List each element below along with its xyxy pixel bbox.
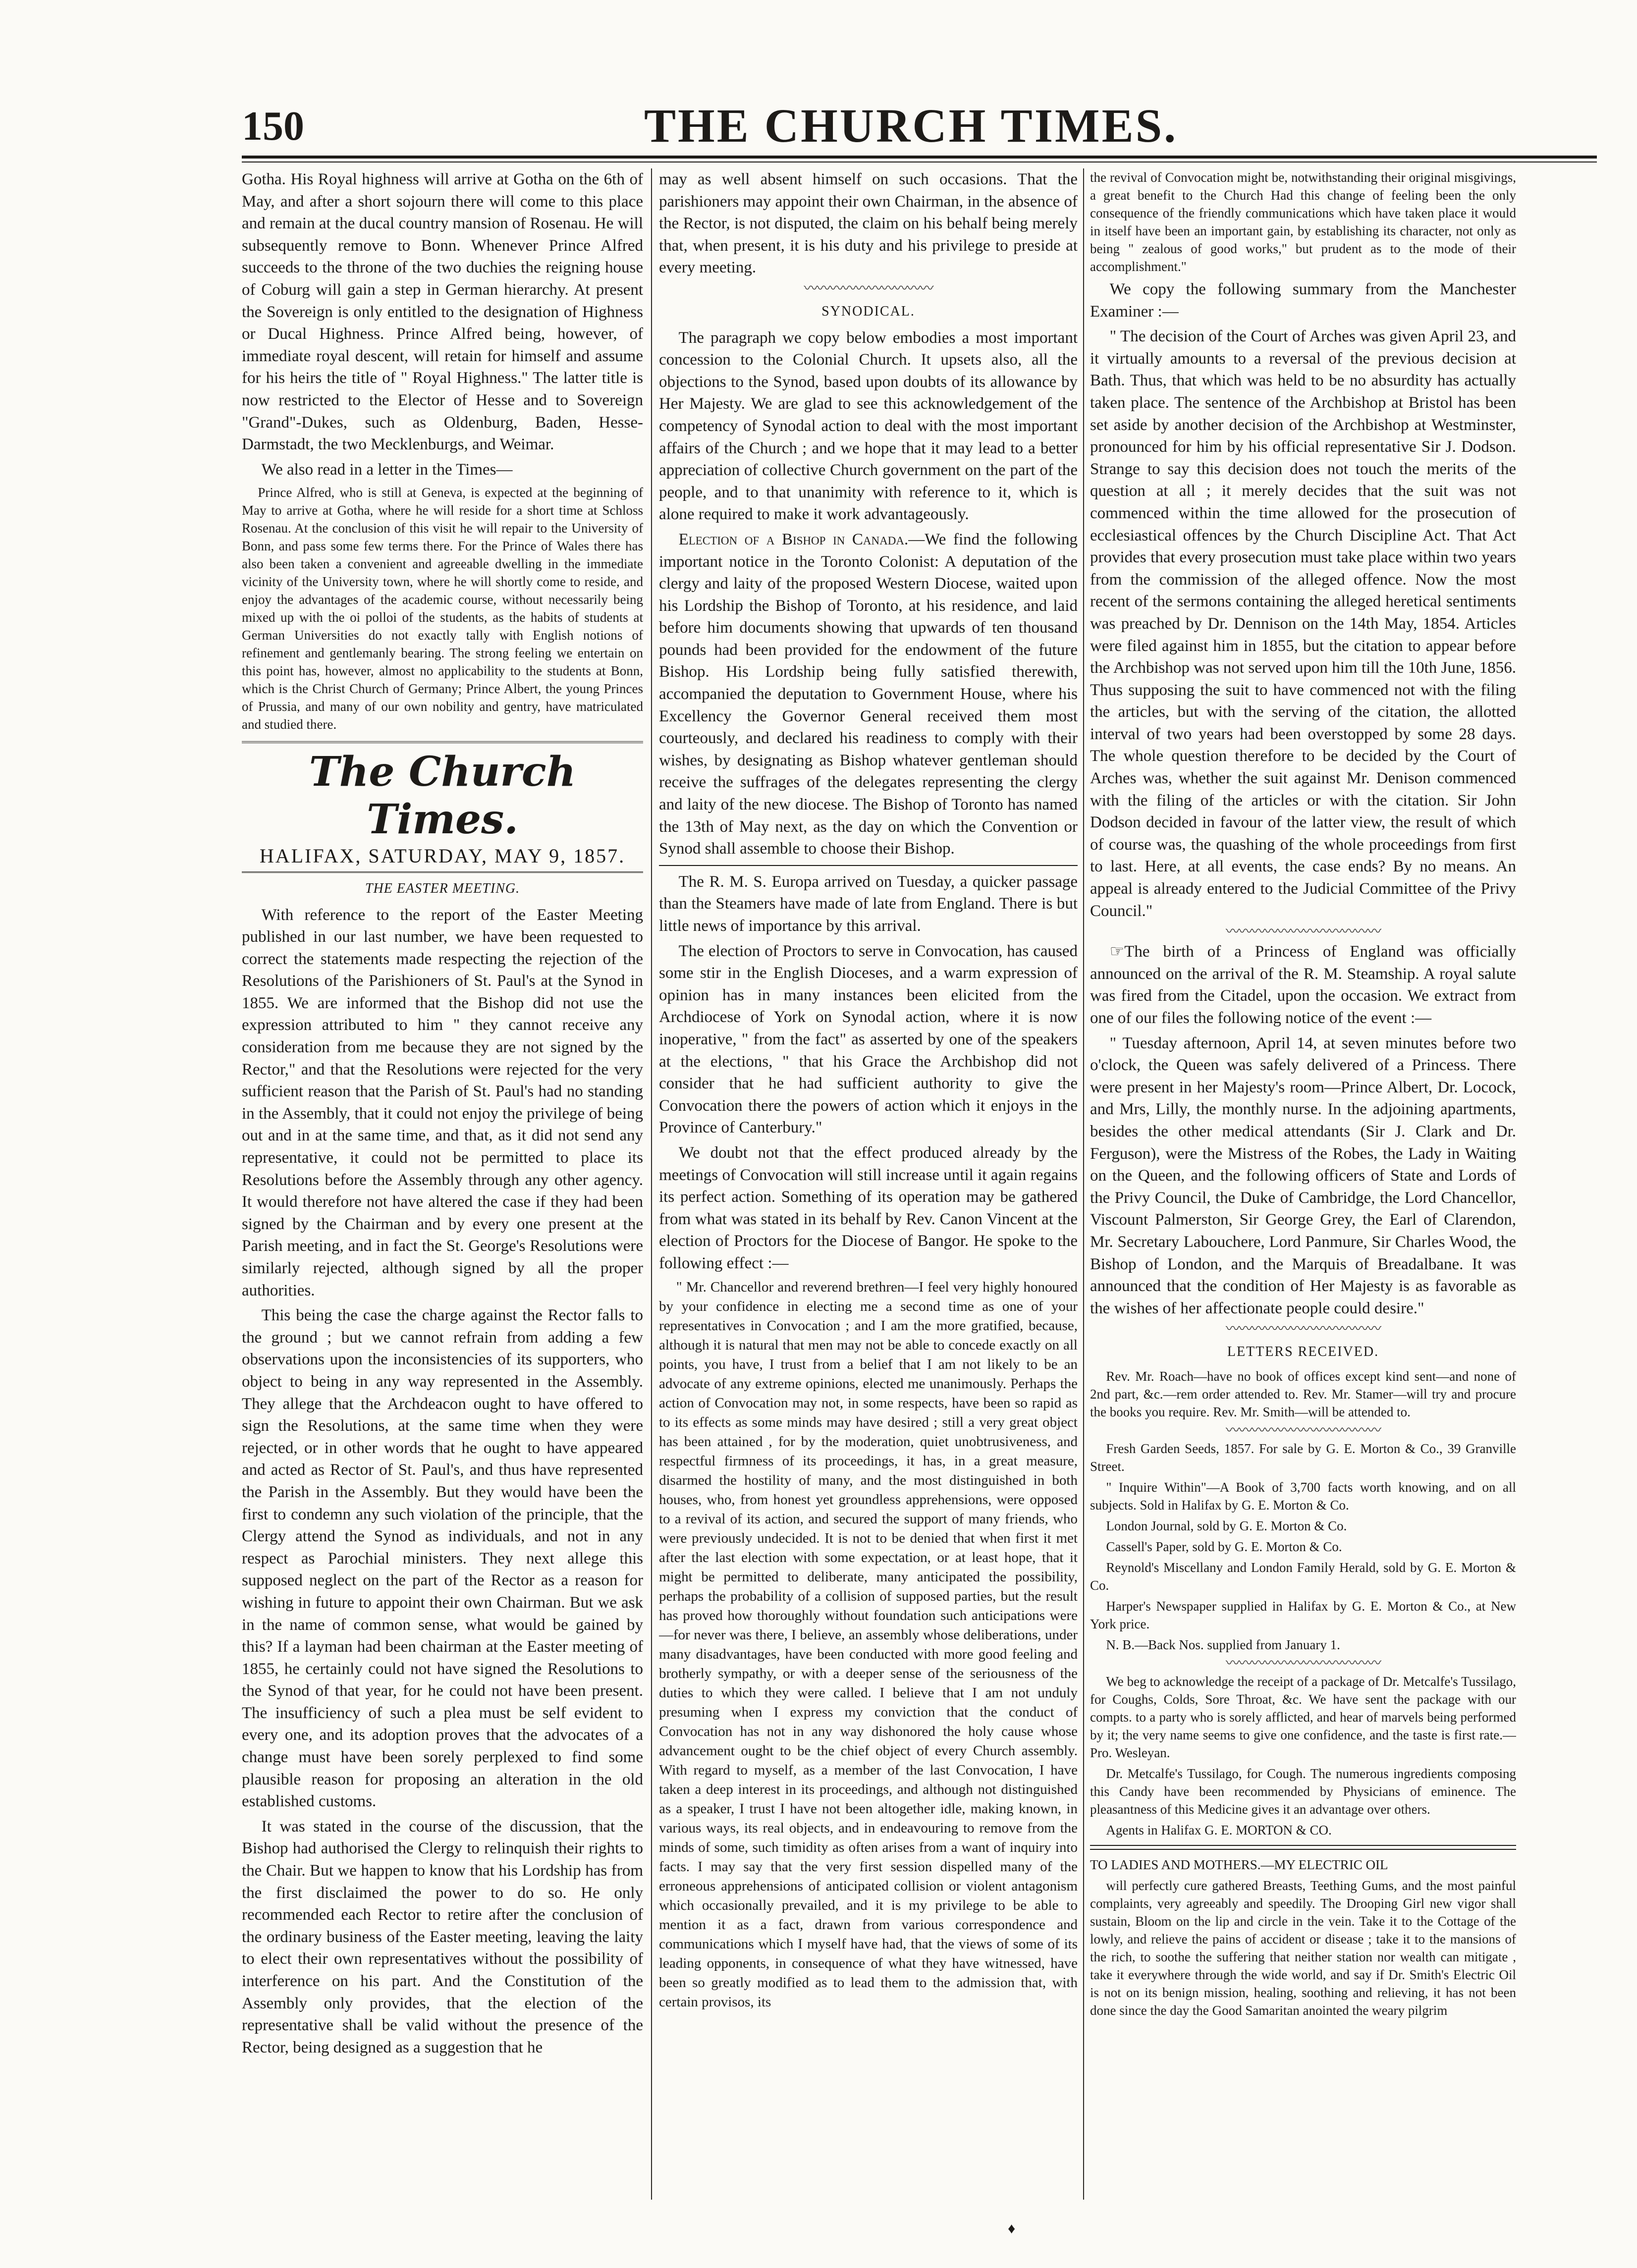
article-text: The birth of a Princess of England was officially announced on the arrival of the R. M. Steamship. A royal salute was fired from the Citadel, upon the occasion. We extract from one of our files the following notice of the event :— xyxy=(1090,943,1516,1027)
printer-mark-icon: ♦ xyxy=(1008,2220,1016,2237)
column-3 xyxy=(1090,168,1516,2200)
notice-paragraph: Rev. Mr. Roach—have no book of offices except kind sent—and none of 2nd part, &c.—rem order attended to. Rev. Mr. Stamer—will try and procure the books you require. Rev. Mr. Smith—will be attended to. xyxy=(1090,1368,1516,1419)
article-lead: Election of a Bishop in Canada. xyxy=(678,530,909,548)
advertisement-heading: TO LADIES AND MOTHERS.—MY ELECTRIC OIL xyxy=(1090,1857,1388,1872)
advertisement: Dr. Metcalfe's Tussilago, for Cough. The numerous ingredients composing this Candy have been recommended by Physicians of eminence. The pleasantness of this Medicine gives it an advantage over others. xyxy=(1090,1766,1516,1817)
masthead: THE CHURCH TIMES. xyxy=(644,99,1178,152)
article-paragraph: It was stated in the course of the discussion, that the Bishop had authorised the Clergy to relinquish their rights to the Chair. But we happen to know that his Lordship has from the first disclaimed the power to do so. He only recommended each Rector to retire after the conclusion of the ordinary business of the Easter meeting, leaving the laity to elect their own representatives without the possibility of interference on his part. And the Constitution of the Assembly only provides, that the election of the representative shall be valid without the presence of the Rector, being designed as a suggestion that he xyxy=(242,1817,643,2056)
article-paragraph xyxy=(659,529,1078,860)
section-heading: LETTERS RECEIVED. xyxy=(1227,1344,1379,1360)
advertisement: " Inquire Within"—A Book of 3,700 facts worth knowing, and on all subjects. Sold in Halifax by G. E. Morton & Co. xyxy=(1090,1479,1516,1512)
article-quote: Prince Alfred, who is still at Geneva, is expected at the beginning of May to arrive at Gotha, where he will reside for a short time at Schloss Rosenau. At the conclusion of this visit he will repair to the University of Bonn, and pass some few terms there. For the Prince of Wales there has also been taken a convenient and agreeable dwelling in the immediate vicinity of the University town, where he will shortly come to reside, and enjoy the advantages of the academic course, without necessarily being mixed up with the oi polloi of the students, as the habits of students at German Universities do not exactly tally with English notions of refinement and gentlemanly bearing. The strong feeling we entertain on this point has, however, almost no applicability to the students at Bonn, which is the Christ Church of Germany; Prince Albert, the young Princes of Prussia, and many of our own nobility and gentry, have matriculated and studied there. xyxy=(242,485,643,732)
article-paragraph: We doubt not that the effect produced already by the meetings of Convocation will still increase until it again regains its perfect action. Something of its operation may be gathered from what was stated in its behalf by Rev. Canon Vincent at the election of Proctors for the Diocese of Bangor. He spoke to the following effect :— xyxy=(659,1143,1078,1272)
article-paragraph: This being the case the charge against the Rector falls to the ground ; but we cannot refrain from adding a few observations upon the inconsistencies of its supporters, who object to being in any way represented in the Assembly. They allege that the Archdeacon ought to have offered to sign the Resolutions, at the same time when they were rejected, or in other words that he ought to have appeared and acted as Rector of St. Paul's, and thus have represented the Parish in the Assembly. But they would have been the first to condemn any such violation of the principle, that the Clergy attend the Synod as individuals, and not in any respect as Parochial ministers. They next allege this supposed neglect on the part of the Rector as a reason for wishing in future to appoint their own Chairman. But we ask in the name of common sense, what would be gained by this? If a layman had been chairman at the Easter meeting of 1855, he certainly could not have signed the Resolutions to the Synod of that year, for he could not have been present. The insufficiency of such a plea must be self evident to every one, and its adoption proves that the advocates of a change must have been sorely perplexed to find some plausible reason for proposing an alteration in the old established customs. xyxy=(242,1306,643,1811)
article-paragraph: The election of Proctors to serve in Convocation, has caused some stir in the English Dioceses, and a warm expression of opinion has in many instances been elicited from the Archdiocese of York on Synodal action, where it is now inoperative, " from the fact" as asserted by one of the speakers at the elections, " that his Grace the Archbishop did not consider that he had sufficient authority to give the Convocation there the powers of action which it enjoys in the Province of Canterbury." xyxy=(659,942,1078,1137)
column-divider xyxy=(1083,168,1084,2200)
advertisement: Cassell's Paper, sold by G. E. Morton & Co. xyxy=(1106,1539,1342,1554)
article-paragraph: We copy the following summary from the Manchester Examiner :— xyxy=(1090,280,1516,321)
article-quote: the revival of Convocation might be, notwithstanding their original misgivings, a great benefit to the Church Had this change of feeling been the only consequence of the friendly communications which have taken place it would in itself have been an important gain, by establishing its character, not only as being " zealous of good works," but prudent as to the mode of their accomplishment." xyxy=(1090,170,1516,274)
ornamental-divider: 〰〰〰〰〰〰〰〰〰〰〰〰 xyxy=(1225,1656,1380,1671)
advertisement: Reynold's Miscellany and London Family Herald, sold by G. E. Morton & Co. xyxy=(1090,1560,1516,1593)
advertisement: N. B.—Back Nos. supplied from January 1. xyxy=(1106,1637,1340,1652)
column-2 xyxy=(659,168,1078,2200)
article-paragraph: The paragraph we copy below embodies a most important concession to the Colonial Church. It upsets also, all the objections to the Synod, based upon doubts of its allowance by Her Majesty. We are glad to see this acknowledgement of the competency of Synodal action to deal with the most important affairs of the Church ; and we hope that it may lead to a better appreciation of collective Church government on the part of the people, and to that unanimity with reference to it, which is alone required to make it work advantageously. xyxy=(659,328,1078,524)
page-number: 150 xyxy=(242,103,304,149)
pointing-hand-icon: ☞ xyxy=(1109,943,1125,961)
advertisement: will perfectly cure gathered Breasts, Teething Gums, and the most painful complaints, very agreeably and speedily. The Drooping Girl new vigor shall sustain, Bloom on the lip and circle in the vein. Take it to the Cottage of the lowly, and relieve the pains of accident or disease ; take it to the mansions of the rich, to soothe the suffering that neither station nor wealth can mitigate , take it everywhere through the wide world, and say if Dr. Smith's Electric Oil is not on its benign mission, healing, soothing and relieving, it has not been done since the day the Good Samaritan anointed the weary pilgrim xyxy=(1090,1878,1516,2018)
section-heading: THE EASTER MEETING. xyxy=(365,880,520,896)
advertisement: Harper's Newspaper supplied in Halifax by G. E. Morton & Co., at New York price. xyxy=(1090,1598,1516,1631)
advertisement: Fresh Garden Seeds, 1857. For sale by G. E. Morton & Co., 39 Granville Street. xyxy=(1090,1441,1516,1474)
article-paragraph: may as well absent himself on such occasions. That the parishioners may appoint their own Chairman, in the absence of the Rector, is not disputed, the claim on his behalf being merely that, when present, it is his duty and his privilege to preside at every meeting. xyxy=(659,170,1078,277)
nameplate: The Church Times. xyxy=(242,741,643,843)
ornamental-divider: 〰〰〰〰〰〰〰〰〰〰〰〰 xyxy=(1225,1322,1380,1337)
article-paragraph xyxy=(1090,941,1516,1029)
article-paragraph: With reference to the report of the Easter Meeting published in our last number, we have been requested to correct the statements made respecting the rejection of the Resolutions of the Parishioners of St. Paul's at the Synod in 1855. We are informed that the Bishop did not use the expression attributed to him " they cannot receive any consideration from me because they are not signed by the Rector," and that the Resolutions were rejected for the very sufficient reason that the Parish of St. Paul's had no standing in the Assembly, that it could not enjoy the privilege of being out and in at the same time, and that, as it did not send any representative, it could not be permitted to place its Resolutions before the Assembly through any other agency. It would therefore not have altered the case if they had been signed by the Chairman and by every one present at the Parish meeting, and in fact the St. George's Resolutions were similarly rejected, although signed by all the proper authorities. xyxy=(242,906,643,1299)
section-heading: SYNODICAL. xyxy=(821,303,915,319)
article-paragraph: Gotha. His Royal highness will arrive at Gotha on the 6th of May, and after a short sojourn there will come to this place and remain at the ducal country mansion of Rosenau. He will subsequently remove to Bonn. Whenever Prince Alfred succeeds to the throne of the two duchies the reigning house of Coburg will gain a step in German hierarchy. At present the Sovereign is only entitled to the designation of Highness or Ducal Highness. Prince Alfred being, however, of immediate royal descent, will retain for himself and assume for his heirs the title of " Royal Highness." The latter title is now restricted to the Elector of Hesse and to Sovereign "Grand"-Dukes, such as Oldenburg, Baden, Hesse-Darmstadt, the two Mecklenburgs, and Weimar. xyxy=(242,170,643,454)
advertisement: London Journal, sold by G. E. Morton & Co. xyxy=(1106,1518,1347,1533)
divider xyxy=(1090,1845,1516,1850)
column-1 xyxy=(242,168,643,2200)
article-paragraph: We also read in a letter in the Times— xyxy=(261,460,513,479)
article-text: —We find the following important notice in the Toronto Colonist: A deputation of the clergy and laity of the proposed Western Diocese, waited upon his Lordship the Bishop of Toronto, at his residence, and laid before him documents showing that upwards of ten thousand pounds had been provided for the endowment of the future Bishop. His Lordship being fully satisfied therewith, accompanied the deputation to Government House, where his Excellency the Governor General received them most courteously, and declared his readiness to comply with their wishes, by designating as Bishop whatever gentleman should receive the suffrages of the delegates representing the clergy and laity of the new diocese. The Bishop of Toronto has named the 13th of May next, as the day on which the Convention or Synod shall assemble to choose their Bishop. xyxy=(659,530,1078,858)
header-rule xyxy=(242,156,1597,159)
ornamental-divider: 〰〰〰〰〰〰〰〰〰〰〰〰 xyxy=(1225,1423,1380,1438)
article-paragraph: " Tuesday afternoon, April 14, at seven minutes before two o'clock, the Queen was safely delivered of a Princess. There were present in her Majesty's room—Prince Albert, Dr. Locock, and Mrs, Lilly, the monthly nurse. In the adjoining apartments, besides the other medical attendants (Sir J. Clark and Dr. Ferguson), were the Mistress of the Robes, the Lady in Waiting on the Queen, and the following officers of State and Lords of the Privy Council, the Duke of Cambridge, the Lord Chancellor, Viscount Palmerston, Sir George Grey, the Earl of Clarendon, Mr. Secretary Labouchere, Lord Panmure, Sir Charles Wood, the Bishop of London, and the Marquis of Breadalbane. It was announced that the condition of Her Majesty is as favorable as the wishes of her affectionate people could desire." xyxy=(1090,1034,1516,1317)
dateline: HALIFAX, SATURDAY, MAY 9, 1857. xyxy=(242,845,643,873)
advertisement: Agents in Halifax G. E. MORTON & CO. xyxy=(1106,1822,1332,1837)
article-quote: " Mr. Chancellor and reverend brethren—I feel very highly honoured by your confidence in electing me a second time as one of your representatives in Convocation ; and I am the more gratified, because, although it is natural that men may not be able to concede exactly on all points, you have, I trust from a belief that I am not likely to be an advocate of any extreme opinions, elected me unanimously. Perhaps the action of Convocation may not, in some respects, have been so rapid as to its effects as some minds may have desired ; still a very great object has been attained , for by the moderation, quiet unobtrusiveness, and respectful firmness of its proceedings, it has, in a great measure, disarmed the hostility of many, and the most distinguished in both houses, who, from honest yet groundless apprehensions, were opposed to a revival of its action, and secured the support of many friends, who were previously undecided. It is not to be denied that when first it met after the last election with some expectation, or at least hope, that it might be permitted to deliberate, many anticipated the possibility, perhaps the probability of a collision of supposed parties, but the result has proved how thoroughly without foundation such anticipations were—for never was there, I believe, an assembly whose deliberations, under many disadvantages, have been conducted with more good feeling and brotherly sympathy, or with a deeper sense of the seriousness of the duties to which they were called. I believe that I am not unduly presuming when I express my conviction that the conduct of Convocation has not in any way dishonored the holy cause whose advancement ought to be the chief object of every Church assembly. With regard to myself, as a member of the last Convocation, I have taken a deep interest in its proceedings, and although not distinguished as a speaker, I trust I have not been altogether idle, making known, in various ways, its real objects, and in endeavouring to remove from the minds of some, such timidity as often arises from a want of inquiry into facts. I may say that the very first session dispelled many of the erroneous apprehensions of anticipated collision or violent antagonism which occasionally prevailed, and it is my privilege to be able to mention it as a fact, drawn from various correspondence and communications which I myself have had, that the views of some of its leading opponents, in consequence of what they have witnessed, have been so greatly modified as to lead them to the admission that, with certain provisos, its xyxy=(659,1279,1078,2010)
divider xyxy=(659,865,1078,866)
article-paragraph: " The decision of the Court of Arches was given April 23, and it virtually amounts to a reversal of the previous decision at Bath. Thus, that which was held to be no absurdity has actually taken place. The sentence of the Archbishop at Bristol has been set aside by another decision of the Archbishop at Westminster, pronounced for him by his official representative Sir J. Dodson. Strange to say this decision does not touch the merits of the question at all ; it merely decides that the suit was not commenced within the time allowed for the prosecution of ecclesiastical offences by the Church Discipline Act. That Act provides that every prosecution must take place within two years from the commission of the alleged offence. Now the most recent of the sermons containing the alleged heretical sentiments was preached by Dr. Dennison on the 14th May, 1854. Articles were filed against him in 1855, but the citation to appear before the Archbishop was not served upon him till the 10th June, 1856. Thus supposing the suit to have commenced not with the filing the articles, but with the serving of the citation, the allotted interval of two years had been overstopped by some 28 days. The whole question therefore to be decided by the Court of Arches was, whether the suit against Mr. Denison commenced with the filing of the articles or with the citation. Sir John Dodson decided in favour of the latter view, the result of which of course was, the quashing of the whole proceedings from first to last. Here, at all events, the case ends? By no means. An appeal is already entered to the Judicial Committee of the Privy Council." xyxy=(1090,327,1516,920)
column-divider xyxy=(651,168,652,2200)
ornamental-divider: 〰〰〰〰〰〰〰〰〰〰 xyxy=(804,281,933,296)
ornamental-divider: 〰〰〰〰〰〰〰〰〰〰〰〰 xyxy=(1225,925,1380,939)
advertisement: We beg to acknowledge the receipt of a package of Dr. Metcalfe's Tussilago, for Coughs, Colds, Sore Throat, &c. We have sent the package with our compts. to a party who is sorely afflicted, and hear of marvels being performed by it; the very name seems to give one confidence, and the taste is first rate.—Pro. Wesleyan. xyxy=(1090,1674,1516,1760)
article-paragraph: The R. M. S. Europa arrived on Tuesday, a quicker passage than the Steamers have made of late from England. There is but little news of importance by this arrival. xyxy=(659,872,1078,935)
